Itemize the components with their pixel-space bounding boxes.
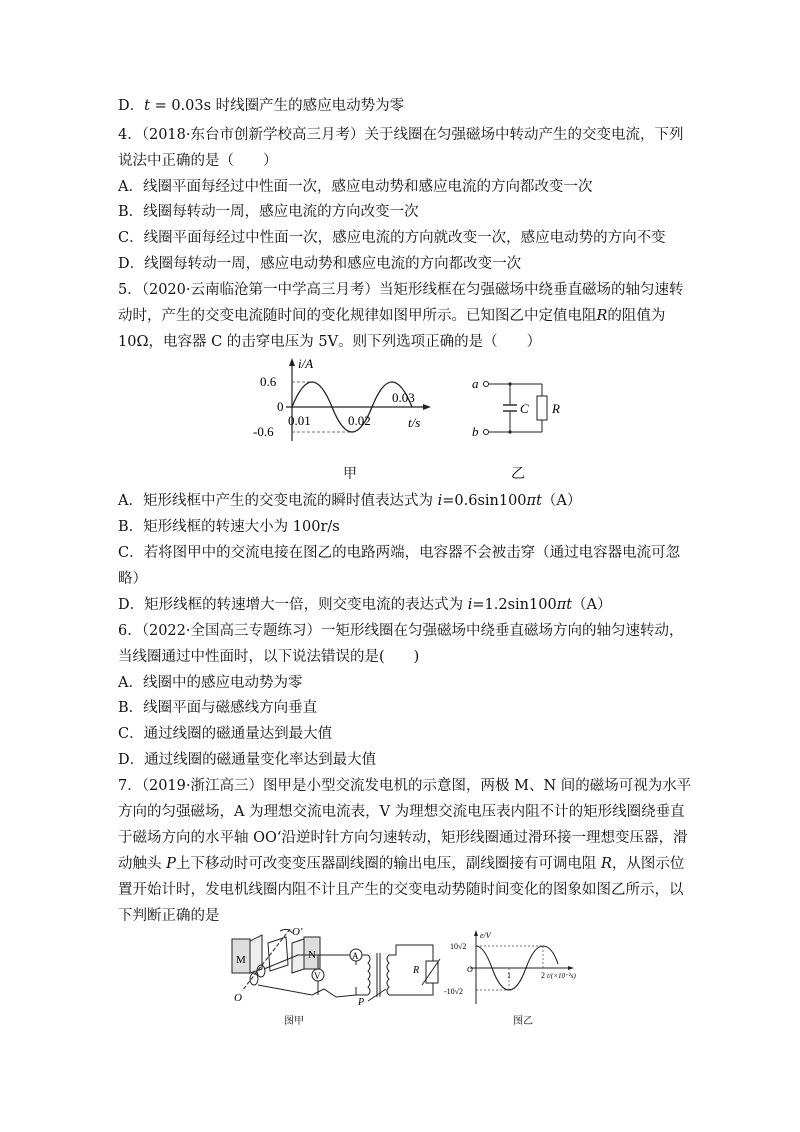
- var-i: i: [467, 597, 473, 613]
- q5-caption-yi: 乙: [511, 466, 525, 482]
- magnet-n-pole: [292, 939, 304, 973]
- ammeter-label: A: [352, 951, 359, 961]
- capacitor-label: C: [520, 401, 529, 416]
- y-tick-top: 0.6: [260, 374, 277, 389]
- q5-stem-line1: 5．（2020·云南临沧第一中学高三月考）当矩形线框在匀强磁场中绕垂直磁场的轴匀速转: [118, 282, 684, 298]
- primary-coil: [368, 955, 370, 995]
- q7-stem-line6: 下判断正确的是: [118, 908, 220, 924]
- var-pi-t: πt: [526, 493, 542, 509]
- option-text: = 0.03s 时线圈产生的感应电动势为零: [149, 98, 405, 114]
- resistor-label: R: [552, 401, 560, 416]
- q7-caption-yi: 图乙: [513, 1016, 533, 1027]
- q5-stem-line2: [118, 306, 665, 326]
- q7-stem-line2: 方向的匀强磁场，A 为理想交流电流表，V 为理想交流电压表内阻不计的矩形线圈绕垂直: [118, 804, 685, 820]
- var-r: R: [596, 308, 608, 324]
- q5-stem-line3: 10Ω，电容器 C 的击穿电压为 5V。则下列选项正确的是（ ）: [118, 334, 542, 350]
- x-axis-label: t/(×10⁻²s): [547, 972, 576, 980]
- terminal-a: [484, 382, 489, 387]
- q5-text: 的阻值为: [607, 308, 666, 324]
- q3-option-d: [118, 96, 404, 116]
- q7-figure-yi: [440, 928, 600, 1008]
- wire-bottom: [258, 985, 356, 997]
- var-t: t: [144, 98, 150, 114]
- q4-option-c: C．线圈平面每经过中性面一次，感应电流的方向就改变一次，感应电动势的方向不变: [118, 230, 666, 246]
- rotation-arrow: [280, 929, 292, 933]
- q7-caption-jia: 图甲: [284, 1016, 304, 1027]
- q5-option-b: B．矩形线框的转速大小为 100r/s: [118, 519, 340, 535]
- q6-stem-line1: 6．（2022·全国高三专题练习）一矩形线圈在匀强磁场中绕垂直磁场方向的轴匀速转动，: [118, 623, 684, 639]
- x-axis-label: t/s: [408, 415, 421, 430]
- q5-option-c-line1: C．若将图甲中的交流电接在图乙的电路两端，电容器不会被击穿（通过电容器电流可忽: [118, 545, 681, 561]
- q4-option-a: A．线圈平面每经过中性面一次，感应电动势和感应电流的方向都改变一次: [118, 179, 593, 195]
- option-text: =0.6sin100: [442, 493, 527, 509]
- magnet-m-label: M: [236, 954, 246, 966]
- option-text: A．矩形线框中产生的交变电流的瞬时值表达式为: [118, 493, 438, 509]
- option-label: D．: [118, 98, 145, 114]
- var-i: i: [437, 493, 443, 509]
- x-axis-arrow: [423, 404, 431, 410]
- y-axis-arrow: [474, 930, 478, 936]
- voltmeter-label: V: [314, 971, 321, 981]
- x-tick-2: 2: [541, 971, 545, 980]
- q5-figure-jia: [240, 355, 440, 445]
- secondary-coil: [387, 955, 389, 995]
- q6-option-c: C．通过线圈的磁通量达到最大值: [118, 726, 333, 742]
- q7-text: 上下移动时可改变变压器副线圈的输出电压，副线圈接有可调电阻: [175, 856, 601, 872]
- q5-option-c-line2: 略）: [118, 571, 147, 587]
- q6-option-a: A．线圈中的感应电动势为零: [118, 675, 303, 691]
- axis-o-prime-label: O': [292, 926, 303, 938]
- terminal-b: [484, 430, 489, 435]
- axis-o-label: O: [234, 992, 242, 1004]
- load-resistor-label: R: [413, 965, 420, 976]
- q6-option-d: D．通过线圈的磁通量变化率达到最大值: [118, 752, 377, 768]
- y-axis-label: i/A: [298, 356, 314, 371]
- x-tick-002: 0.02: [348, 413, 371, 428]
- slider-p-label: P: [358, 997, 365, 1007]
- q5-caption-jia: 甲: [343, 466, 357, 482]
- q5-option-a: [118, 491, 581, 511]
- y-tick-zero: O: [467, 965, 473, 974]
- q7-stem-line1: 7．（2019·浙江高三）图甲是小型交流发电机的示意图，两极 M、N 间的磁场可视为水平: [118, 778, 692, 794]
- x-axis-arrow: [568, 966, 574, 970]
- junction-bottom: [508, 430, 511, 433]
- var-r: R: [600, 856, 612, 872]
- magnet-n-label: N: [308, 949, 316, 961]
- y-tick-bottom: -10√2: [444, 987, 464, 996]
- x-tick-001: 0.01: [288, 413, 311, 428]
- q5-text: 动时，产生的交变电流随时间的变化规律如图甲所示。已知图乙中定值电阻: [118, 308, 597, 324]
- q4-stem-line2: 说法中正确的是（ ）: [118, 153, 278, 169]
- resistor: [537, 396, 547, 420]
- option-text: （A）: [572, 597, 612, 613]
- q7-text: ，从图示位: [611, 856, 685, 872]
- q4-stem-line1: 4．（2018·东台市创新学校高三月考）关于线圈在匀强磁场中转动产生的交变电流，下列: [118, 127, 684, 143]
- q7-figure-jia: [228, 925, 443, 1007]
- q4-option-d: D．线圈每转动一周，感应电动势和感应电流的方向都改变一次: [118, 256, 522, 272]
- var-p: P: [166, 856, 176, 872]
- q7-stem-line3: 于磁场方向的水平轴 OO‘沿逆时针方向匀速转动，矩形线圈通过滑环接一理想变压器，滑: [118, 830, 688, 846]
- q5-figure-yi: [470, 372, 570, 447]
- var-pi-t: πt: [556, 597, 573, 613]
- option-text: （A）: [541, 493, 582, 509]
- q7-stem-line4: [118, 854, 684, 874]
- terminal-a-label: a: [472, 376, 479, 391]
- q7-stem-line5: 置开始计时，发电机线圈内阻不计且产生的交变电动势随时间变化的图象如图乙所示，以: [118, 882, 684, 898]
- option-text: D．矩形线框的转速增大一倍，则交变电流的表达式为: [118, 597, 468, 613]
- terminal-b-label: b: [472, 424, 479, 439]
- q5-option-d: [118, 595, 612, 615]
- option-text: =1.2sin100: [472, 597, 557, 613]
- q7-text: 动触头: [118, 856, 167, 872]
- q4-option-b: B．线圈每转动一周，感应电流的方向改变一次: [118, 204, 419, 220]
- y-tick-top: 10√2: [450, 942, 467, 951]
- x-tick-003: 0.03: [392, 390, 415, 405]
- y-tick-bottom: -0.6: [253, 424, 274, 439]
- x-tick-1: 1: [507, 971, 511, 980]
- q6-option-b: B．线圈平面与磁感线方向垂直: [118, 700, 318, 716]
- junction-top: [508, 382, 511, 385]
- q6-stem-line2: 当线圈通过中性面时，以下说法错误的是( ): [118, 649, 420, 665]
- y-axis-arrow: [289, 358, 295, 366]
- y-tick-zero: 0: [277, 399, 284, 414]
- y-axis-label: e/V: [480, 931, 491, 940]
